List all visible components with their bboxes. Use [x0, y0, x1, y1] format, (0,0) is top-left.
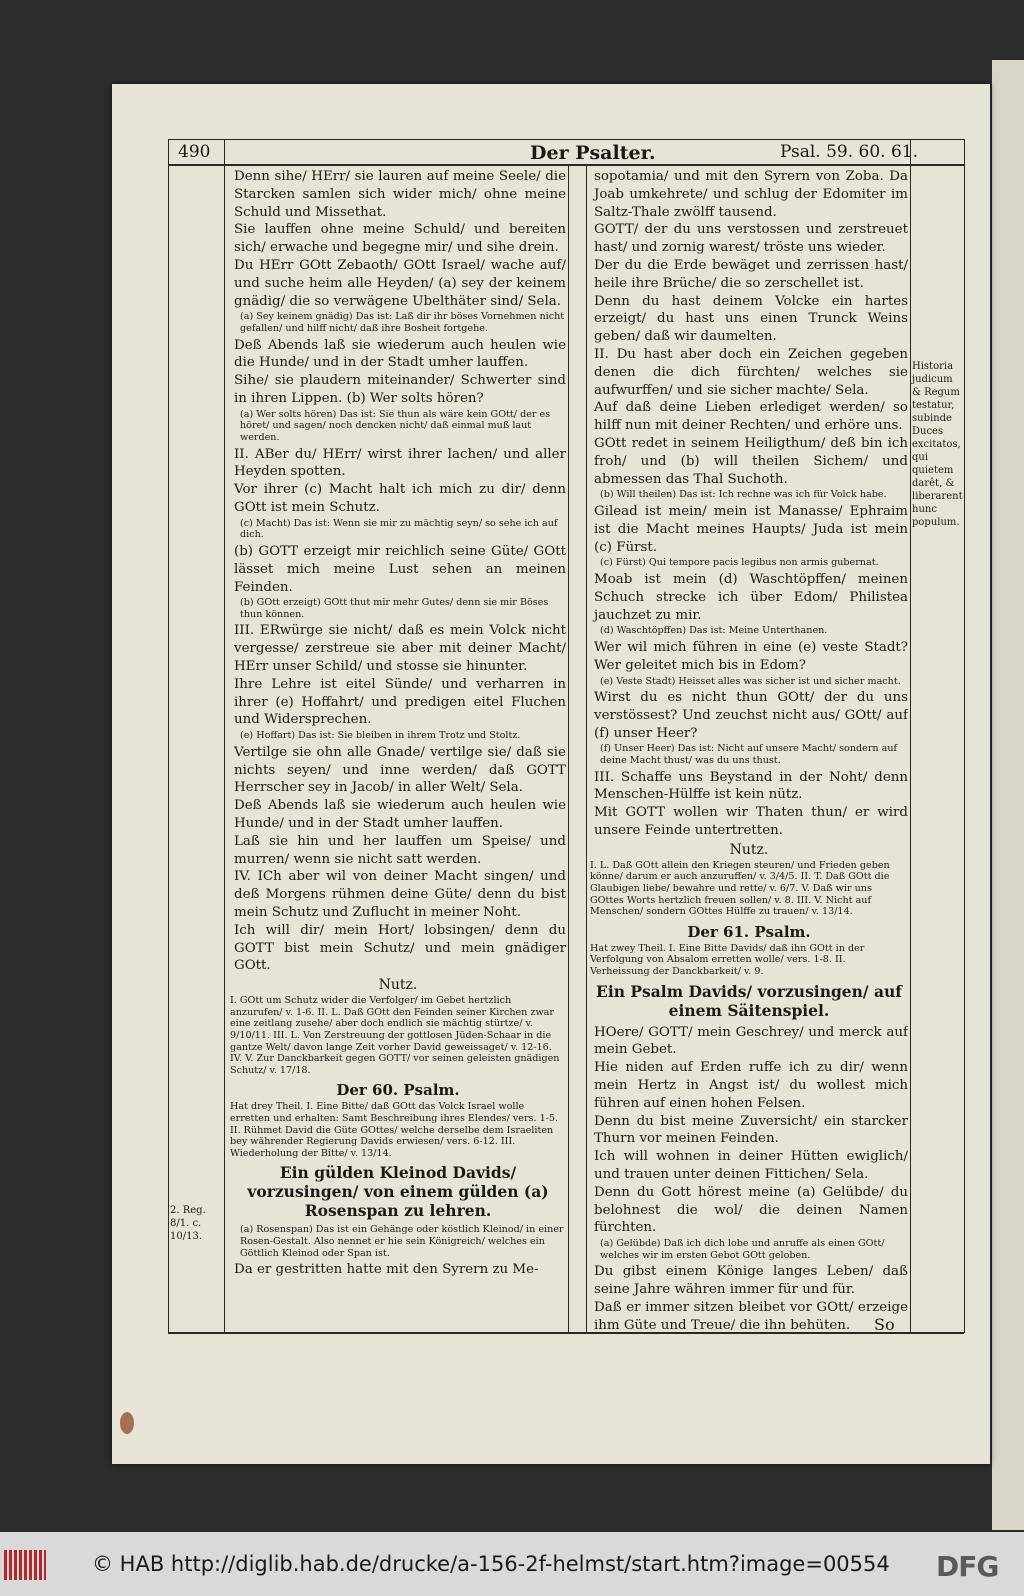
- verse-text: III. Schaffe uns Beystand in der Noht/ denn Menschen-Hülffe ist kein nütz.: [594, 769, 908, 803]
- verse: [230, 446, 566, 482]
- copyright-url[interactable]: © HAB http://diglib.hab.de/drucke/a-156-2f-helmst/start.htm?image=00554: [92, 1552, 890, 1576]
- frame-right-outer: [964, 139, 965, 1333]
- verse-text: Du HErr GOtt Zebaoth/ GOtt Israel/ wache auf/ und suche heim alle Heyden/ (a) sey der keinem gnädig/ die so verwägene Ubelthäter sind/ Sela.: [234, 257, 566, 309]
- left-text-column: [230, 168, 566, 1404]
- verse-text: Da er gestritten hatte mit den Syrern zu Me-: [234, 1262, 539, 1278]
- verse: [230, 168, 566, 221]
- nutz-summary: I. GOtt um Schutz wider die Verfolger/ im Gebet hertzlich anzurufen/ v. 1-6. II. L. Daß GOtt den Feinden seiner Kirchen zwar eine zeitlang zusehe/ aber doch endlich sie mächtig stürtze/ v. 9/10/11. III. L. Von Zerstreuung der gottlosen Jüden-Schaar in die gantze Welt/ davon lange Zeit vorher David geweissaget/ v. 12-16. IV. V. Zur Danckbarkeit gegen GOTT/ vor seinen geleisten gnädigen Schutz/ v. 17/18.: [230, 995, 560, 1076]
- verse-text: Vertilge sie ohn alle Gnade/ vertilge sie/ daß sie nichts seyen/ und inne werden/ daß GOTT Herrscher sey in Jacob/ in aller Welt/ Sela.: [234, 744, 566, 796]
- verse-text: Auf daß deine Lieben erlediget werden/ so hilff nun mit deiner Rechten/ und erhöre uns.: [594, 400, 908, 434]
- verse: [590, 804, 908, 840]
- frame-middle-left: [568, 164, 569, 1332]
- verse-text: Sihe/ sie plaudern miteinander/ Schwerter sind in ihren Lippen. (b) Wer solts hören?: [234, 373, 566, 406]
- verse: [590, 1024, 908, 1060]
- verse-text: Ein Psalm Davids/ vorzusingen/ auf einem Säitenspiel.: [596, 981, 902, 1020]
- psalm-introduction: Hat zwey Theil. I. Eine Bitte Davids/ daß ihn GOtt in der Verfolgung von Absalom erretten wolle/ vers. 1-8. II. Verheissung der Danckbarkeit/ v. 9.: [590, 942, 865, 978]
- psalm-superscription: [230, 1163, 566, 1220]
- book-page: [112, 84, 990, 1464]
- verse-text: Wirst du es nicht thun GOtt/ der du uns verstössest? Und zeuchst nicht aus/ GOtt/ auf (f) unser Heer?: [594, 690, 908, 741]
- nutz-heading: Nutz.: [378, 977, 418, 994]
- verse-text: Denn du hast deinem Volcke ein hartes erzeigt/ du hast uns einen Trunck Weins geben/ daß wir daumelten.: [594, 293, 908, 345]
- verse: [230, 833, 566, 869]
- psalm-reference: Psal. 59. 60. 61.: [780, 142, 919, 162]
- verse: [590, 221, 908, 257]
- verse-text: Deß Abends laß sie wiederum auch heulen wie die Hunde/ und in der Stadt umher lauffen.: [234, 337, 566, 371]
- verse: [590, 257, 908, 293]
- verse: [590, 571, 908, 624]
- verse: [590, 168, 908, 221]
- frame-left-inner: [224, 139, 225, 1333]
- verse-text: III. ERwürge sie nicht/ daß es mein Volck nicht vergesse/ zerstreue sie aber mit deiner Macht/ HErr unser Schild/ und stosse sie hinunter.: [234, 623, 566, 675]
- frame-right-inner: [910, 139, 911, 1333]
- verse-text: Du gibst einem Könige langes Leben/ daß seine Jahre währen immer für und für.: [594, 1264, 908, 1298]
- verse-text: Deß Abends laß sie wiederum auch heulen wie Hunde/ und in der Stadt umher lauffen.: [234, 798, 566, 832]
- verse-text: Denn sihe/ HErr/ sie lauren auf meine Seele/ die Starcken samlen sich wider mich/ ohne meine Schuld und Missethat.: [234, 169, 566, 220]
- verse: [590, 1184, 908, 1237]
- verse-text: (b) GOTT erzeigt mir reichlich seine Güte/ GOtt lässet mich meine Lust sehen an meinen Feinden.: [234, 543, 566, 595]
- verse: [230, 922, 566, 975]
- frame-middle-right: [586, 164, 587, 1332]
- right-text-column: [590, 168, 908, 1404]
- verse: [230, 257, 566, 310]
- verse-text: Der du die Erde bewäget und zerrissen hast/ heile ihre Brüche/ die so zerschellet ist.: [594, 257, 908, 291]
- frame-left-outer: [168, 139, 169, 1333]
- footnote: (b) Will theilen) Das ist: Ich rechne was ich für Volck habe.: [600, 489, 887, 501]
- verse-text: GOTT/ der du uns verstossen und zerstreuet hast/ und zornig warest/ tröste uns wieder.: [594, 222, 908, 256]
- footnote: (e) Veste Stadt) Heisset alles was sicher ist und sicher macht.: [600, 675, 901, 687]
- footnote: (c) Macht) Das ist: Wenn sie mir zu mächtig seyn/ so sehe ich auf dich.: [240, 517, 558, 541]
- verse: [230, 221, 566, 257]
- verse-text: Ihre Lehre ist eitel Sünde/ und verharren in ihrer (e) Hoffahrt/ und predigen eitel Fluchen und Widersprechen.: [234, 676, 566, 728]
- psalm-heading: Der 60. Psalm.: [336, 1081, 460, 1100]
- verse-text: Laß sie hin und her lauffen um Speise/ und murren/ wenn sie nicht satt werden.: [234, 833, 566, 867]
- verse: [230, 744, 566, 797]
- footer-bar: [0, 1532, 1024, 1596]
- nutz-heading: Nutz.: [729, 841, 769, 858]
- psalm-introduction: Hat drey Theil. I. Eine Bitte/ daß GOtt das Volck Israel wolle erretten und erhalten: Samt Beschreibung ihres Elendes/ vers. 1-5. II. Rühmet David die Güte GOttes/ welche derselbe dem Israeliten bey währender Regierung Davids erwiesen/ vers. 6-12. III. Wiederholung der Bitte/ v. 13/14.: [230, 1101, 559, 1159]
- page-number: 490: [178, 142, 211, 162]
- verse: [590, 1113, 908, 1149]
- verse: [230, 797, 566, 833]
- paper-stain: [120, 1412, 134, 1434]
- verse-text: Ich will wohnen in deiner Hütten ewiglich/ und trauen unter deinen Fittichen/ Sela.: [594, 1149, 908, 1182]
- verse: [230, 543, 566, 596]
- verse: [590, 435, 908, 488]
- verse: [590, 769, 908, 805]
- verse-text: Vor ihrer (c) Macht halt ich mich zu dir/ denn GOtt ist mein Schutz.: [234, 482, 566, 515]
- footnote: (a) Sey keinem gnädig) Das ist: Laß dir ihr böses Vornehmen nicht gefallen/ und hilff nicht/ daß ihre Bosheit fortgehe.: [240, 311, 565, 334]
- footnote: (d) Waschtöpffen) Das ist: Meine Unterthanen.: [600, 625, 828, 637]
- verse-text: Wer wil mich führen in eine (e) veste Stadt? Wer geleitet mich bis in Edom?: [594, 639, 908, 673]
- catchword: So: [874, 1315, 895, 1334]
- verse-text: Mit GOTT wollen wir Thaten thun/ er wird unsere Feinde untertretten.: [594, 805, 908, 839]
- verse: [590, 639, 908, 675]
- verse: [590, 689, 908, 742]
- verse: [590, 399, 908, 435]
- footnote: (b) GOtt erzeigt) GOtt thut mir mehr Gutes/ denn sie mir Böses thun können.: [240, 597, 549, 620]
- footnote: (a) Gelübde) Daß ich dich lobe und anruffe als einen GOtt/ welches wir im ersten Gebot GOtt geloben.: [600, 1238, 885, 1261]
- verse-text: Denn du bist meine Zuversicht/ ein starcker Thurn vor meinen Feinden.: [594, 1113, 908, 1147]
- verse-text: sopotamia/ und mit den Syrern von Zoba. Da Joab umkehrete/ und schlug der Edomiter im Saltz-Thale zwölff tausend.: [594, 169, 908, 220]
- verse: [590, 293, 908, 346]
- footnote: (e) Hoffart) Das ist: Sie bleiben in ihrem Trotz und Stoltz.: [240, 730, 521, 742]
- verse-text: GOtt redet in seinem Heiligthum/ deß bin ich froh/ und (b) will theilen Sichem/ und abmessen das Thal Suchoth.: [594, 435, 908, 487]
- verse: [230, 622, 566, 675]
- footnote: (c) Fürst) Qui tempore pacis legibus non armis gubernat.: [600, 557, 879, 569]
- verse: [590, 1059, 908, 1112]
- frame-header-line: [168, 139, 964, 140]
- left-margin-note: 2. Reg. 8/1. c. 10/13.: [170, 1205, 206, 1242]
- verse-text: Ich will dir/ mein Hort/ lobsingen/ denn du GOTT bist mein Schutz/ und mein gnädiger GOtt.: [234, 922, 566, 974]
- footnote: (f) Unser Heer) Das ist: Nicht auf unsere Macht/ sondern auf deine Macht thust/ was du uns thust.: [600, 743, 898, 767]
- dfg-logo: DFG: [936, 1550, 999, 1583]
- nutz-summary: I. L. Daß GOtt allein den Kriegen steuren/ und Frieden geben könne/ darum er auch anzuruffen/ v. 3/4/5. II. T. Daß GOtt die Glaubigen liebe/ bewahre und rette/ v. 6/7. V. Daß wir uns GOttes Worts hertzlich freuen sollen/ v. 8. III. V. Nicht auf Menschen/ sondern GOttes Hülffe zu trauen/ v. 13/14.: [590, 859, 890, 918]
- barcode-logo-icon: [4, 1550, 46, 1580]
- verse-text: Sie lauffen ohne meine Schuld/ und bereiten sich/ erwache und begegne mir/ und sihe drein.: [234, 222, 566, 256]
- verse-text: HOere/ GOTT/ mein Geschrey/ und merck auf mein Gebet.: [594, 1024, 908, 1058]
- right-margin-note: Historia judicum & Regum testatur, subinde Duces excitatos, qui quietem darêt, & liberarent hunc populum.: [912, 361, 963, 528]
- verse: [590, 503, 908, 556]
- verse-text: II. ABer du/ HErr/ wirst ihrer lachen/ und aller Heyden spotten.: [234, 446, 566, 480]
- verse: [590, 346, 908, 399]
- verse-text: Gilead ist mein/ mein ist Manasse/ Ephraim ist die Macht meines Haupts/ Juda ist mein (c) Fürst.: [594, 503, 908, 555]
- verse: [230, 372, 566, 408]
- verse-text: Denn du Gott hörest meine (a) Gelübde/ du belohnest die wol/ die deinen Namen fürchten.: [594, 1184, 908, 1236]
- verse: [590, 1299, 908, 1335]
- verse-text: II. Du hast aber doch ein Zeichen gegeben denen die dich fürchten/ welches sie aufwurffen/ und sie sicher machte/ Sela.: [594, 346, 908, 398]
- verse: [230, 1261, 566, 1279]
- verse: [590, 1148, 908, 1184]
- footnote: (a) Wer solts hören) Das ist: Sie thun als wäre kein GOtt/ der es höret/ und sagen/ noch dencken nicht/ daß einmal muß laut werden.: [240, 408, 551, 443]
- verse: [230, 868, 566, 921]
- verse-text: Hie niden auf Erden ruffe ich zu dir/ wenn mein Hertz in Angst ist/ du wollest mich führen auf einen hohen Felsen.: [594, 1060, 908, 1111]
- verse-text: IV. ICh aber wil von deiner Macht singen/ und deß Morgens rühmen deine Güte/ denn du bist mein Schutz und Zuflucht in meiner Noht.: [234, 869, 566, 921]
- running-title: Der Psalter.: [530, 142, 656, 164]
- adjacent-page-edge: [992, 60, 1024, 1530]
- verse: [230, 481, 566, 517]
- psalm-superscription: [590, 982, 908, 1020]
- verse: [230, 337, 566, 373]
- verse-text: Moab ist mein (d) Waschtöpffen/ meinen Schuch strecke ich über Edom/ Philistea jauchzet zu mir.: [594, 571, 908, 623]
- footnote: (a) Rosenspan) Das ist ein Gehänge oder köstlich Kleinod/ in einer Rosen-Gestalt. Also nennet er hie sein Königreich/ welches ein Göttlich Kleinod oder Span ist.: [240, 1224, 564, 1259]
- psalm-heading: Der 61. Psalm.: [687, 922, 811, 941]
- verse: [590, 1263, 908, 1299]
- verse-text: Ein gülden Kleinod Davids/ vorzusingen/ von einem gülden (a) Rosenspan zu lehren.: [247, 1163, 549, 1221]
- verse: [230, 676, 566, 729]
- verse-text: Daß er immer sitzen bleibet vor GOtt/ erzeige ihm Güte und Treue/ die ihn behüten.: [594, 1299, 908, 1333]
